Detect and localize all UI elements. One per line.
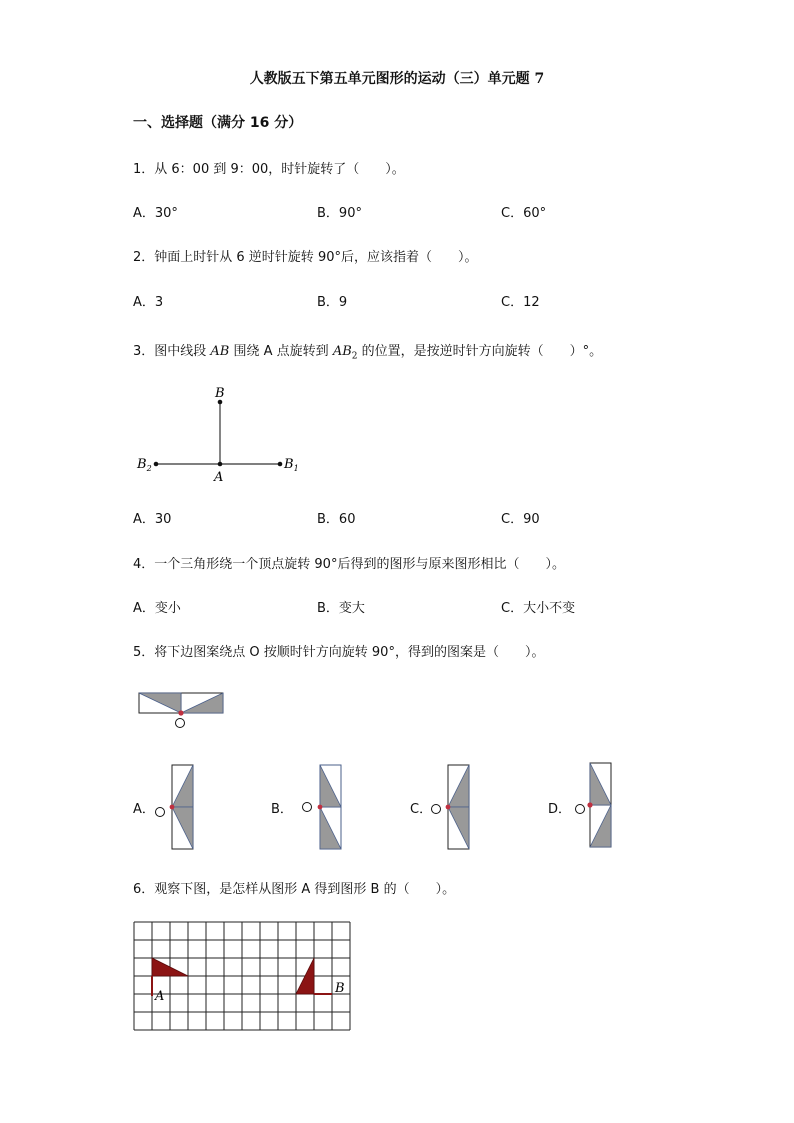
label-shape-a: A [155, 989, 165, 1004]
q3-text-after: 的位置，是按逆时针方向旋转（ ）°。 [361, 344, 603, 359]
page-title: 人教版五下第五单元图形的运动（三）单元题 7 [249, 71, 545, 87]
q3-rotation-figure [130, 380, 310, 490]
q4-option-a[interactable]: A．变小 [133, 601, 181, 616]
question-4: 4．一个三角形绕一个顶点旋转 90°后得到的图形与原来图形相比（ ）。 [133, 557, 565, 572]
q1-option-b[interactable]: B．90° [317, 206, 362, 221]
question-1: 1．从 6：00 到 9：00，时针旋转了（ ）。 [133, 162, 405, 177]
q1-option-c[interactable]: C．60° [501, 206, 547, 221]
q6-grid-figure [130, 918, 358, 1036]
label-b: B [215, 386, 225, 401]
q5-option-d-label[interactable]: D． [548, 802, 572, 817]
q5-option-c-label[interactable]: C． [410, 802, 433, 817]
q3-option-b[interactable]: B．60 [317, 512, 356, 527]
q4-option-b[interactable]: B．变大 [317, 601, 365, 616]
q3-text-before: 3．图中线段 [133, 344, 207, 359]
point-b1 [278, 462, 283, 467]
question-6: 6．观察下图，是怎样从图形 A 得到图形 B 的（ ）。 [133, 882, 456, 897]
q5-original-pattern [136, 690, 228, 732]
question-5: 5．将下边图案绕点 O 按顺时针方向旋转 90°，得到的图案是（ ）。 [133, 645, 545, 660]
point-b2 [154, 462, 159, 467]
q5-option-c-figure[interactable] [428, 762, 474, 852]
q3-segment-ab2: $AB_2$ [332, 344, 358, 362]
q5-option-b-figure[interactable] [298, 762, 348, 852]
rotation-center-dot [178, 710, 183, 715]
label-b2: $B_2$ [137, 457, 152, 473]
q5-option-a-label[interactable]: A． [133, 802, 155, 817]
q3-text-mid: 围绕 A 点旋转到 [233, 344, 329, 359]
q2-option-c[interactable]: C．12 [501, 295, 540, 310]
label-shape-b: B [335, 981, 345, 996]
q4-option-c[interactable]: C．大小不变 [501, 601, 576, 616]
point-o-marker [176, 719, 185, 728]
label-b1: $B_1$ [284, 457, 299, 473]
q2-option-b[interactable]: B．9 [317, 295, 348, 310]
section-header: 一、选择题（满分 16 分） [133, 115, 303, 131]
q2-option-a[interactable]: A．3 [133, 295, 164, 310]
q5-option-d-figure[interactable] [570, 760, 616, 852]
q3-option-a[interactable]: A．30 [133, 512, 172, 527]
q3-option-c[interactable]: C．90 [501, 512, 540, 527]
question-2: 2．钟面上时针从 6 逆时针旋转 90°后，应该指着（ ）。 [133, 250, 478, 265]
q3-segment-ab: AB [210, 344, 230, 359]
label-a: A [214, 470, 224, 485]
point-a [218, 462, 223, 467]
q5-option-b-label[interactable]: B． [271, 802, 293, 817]
question-3 [133, 340, 602, 362]
q1-option-a[interactable]: A．30° [133, 206, 178, 221]
q5-option-a-figure[interactable] [152, 762, 198, 852]
